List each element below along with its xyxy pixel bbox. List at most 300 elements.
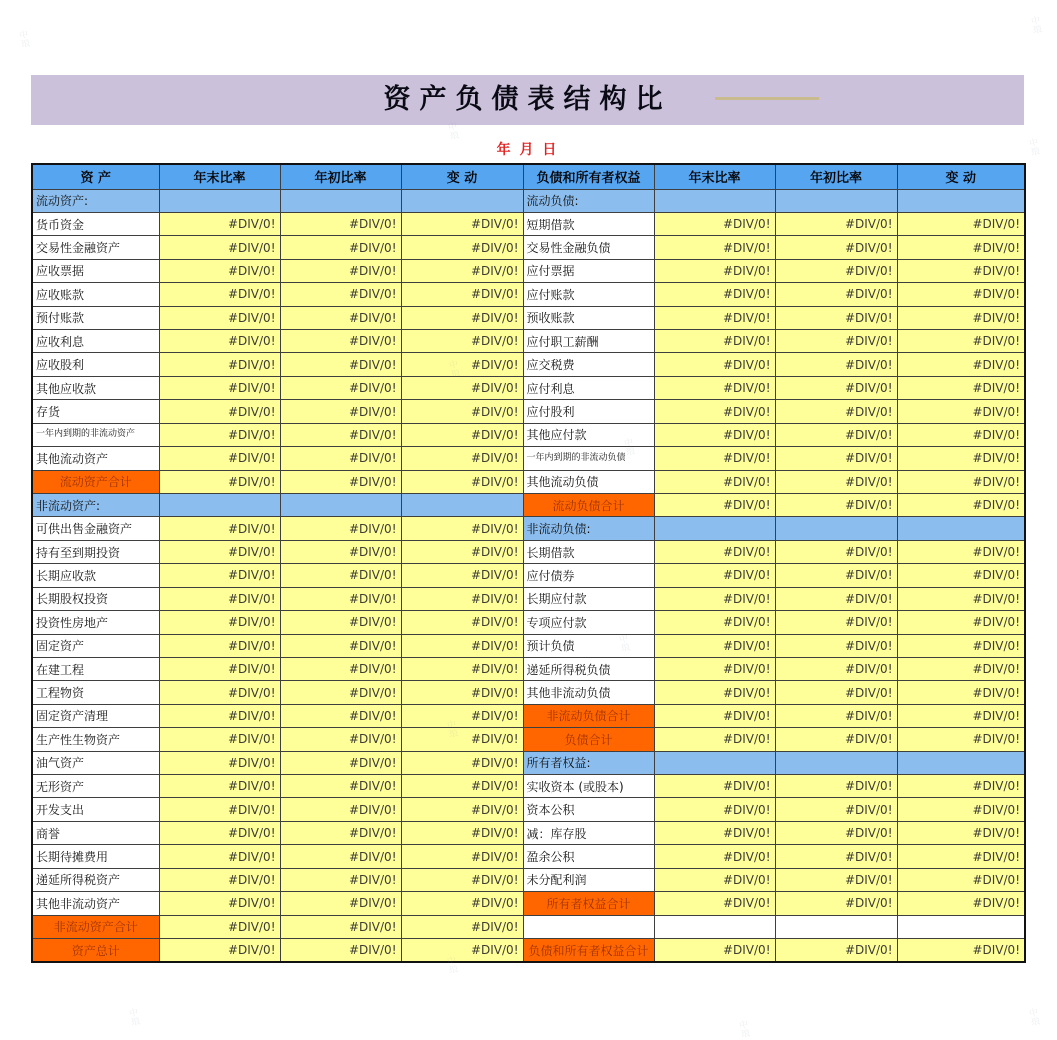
value-cell[interactable]: #DIV/0! [775, 634, 897, 657]
value-cell[interactable]: #DIV/0! [775, 447, 897, 470]
value-cell[interactable]: #DIV/0! [401, 939, 523, 963]
left-label-cell[interactable]: 油气资产 [32, 751, 159, 774]
value-cell[interactable]: #DIV/0! [401, 728, 523, 751]
value-cell[interactable]: #DIV/0! [159, 611, 280, 634]
value-cell[interactable]: #DIV/0! [897, 306, 1025, 329]
value-cell[interactable] [897, 751, 1025, 774]
value-cell[interactable] [654, 517, 775, 540]
left-label-cell[interactable]: 长期待摊费用 [32, 845, 159, 868]
value-cell[interactable]: #DIV/0! [897, 587, 1025, 610]
value-cell[interactable]: #DIV/0! [401, 845, 523, 868]
value-cell[interactable]: #DIV/0! [280, 868, 401, 891]
value-cell[interactable]: #DIV/0! [654, 634, 775, 657]
value-cell[interactable]: #DIV/0! [897, 470, 1025, 493]
value-cell[interactable]: #DIV/0! [401, 634, 523, 657]
right-label-cell[interactable] [523, 915, 654, 938]
value-cell[interactable] [654, 751, 775, 774]
left-label-cell[interactable]: 应收股利 [32, 353, 159, 376]
value-cell[interactable]: #DIV/0! [401, 423, 523, 446]
right-label-cell[interactable]: 资本公积 [523, 798, 654, 821]
value-cell[interactable]: #DIV/0! [654, 283, 775, 306]
right-label-cell[interactable]: 一年内到期的非流动负债 [523, 447, 654, 470]
value-cell[interactable]: #DIV/0! [159, 330, 280, 353]
watermark: 中琅 [444, 955, 458, 975]
value-cell[interactable]: #DIV/0! [280, 821, 401, 844]
value-cell[interactable]: #DIV/0! [280, 611, 401, 634]
col-year-end-ratio-left[interactable]: 年末比率 [159, 164, 280, 189]
value-cell[interactable]: #DIV/0! [897, 353, 1025, 376]
right-label-cell[interactable]: 流动负债: [523, 189, 654, 212]
value-cell[interactable]: #DIV/0! [401, 587, 523, 610]
left-label-cell[interactable]: 持有至到期投资 [32, 540, 159, 563]
value-cell[interactable]: #DIV/0! [654, 259, 775, 282]
left-label-cell[interactable]: 长期股权投资 [32, 587, 159, 610]
right-label-cell[interactable]: 应付票据 [523, 259, 654, 282]
value-cell[interactable]: #DIV/0! [280, 751, 401, 774]
value-cell[interactable]: #DIV/0! [897, 939, 1025, 963]
value-cell[interactable]: #DIV/0! [897, 634, 1025, 657]
value-cell[interactable]: #DIV/0! [775, 212, 897, 235]
right-label-cell[interactable]: 负债合计 [523, 728, 654, 751]
value-cell[interactable]: #DIV/0! [159, 447, 280, 470]
value-cell[interactable]: #DIV/0! [654, 611, 775, 634]
value-cell[interactable]: #DIV/0! [159, 376, 280, 399]
table-row [32, 447, 1025, 470]
left-label-cell[interactable]: 非流动资产合计 [32, 915, 159, 938]
value-cell[interactable]: #DIV/0! [159, 423, 280, 446]
value-cell[interactable]: #DIV/0! [897, 423, 1025, 446]
value-cell[interactable]: #DIV/0! [159, 868, 280, 891]
value-cell[interactable] [775, 189, 897, 212]
value-cell[interactable]: #DIV/0! [775, 376, 897, 399]
decor-line [715, 97, 819, 100]
col-change-left[interactable]: 变 动 [401, 164, 523, 189]
value-cell[interactable]: #DIV/0! [654, 728, 775, 751]
value-cell[interactable]: #DIV/0! [280, 892, 401, 915]
value-cell[interactable]: #DIV/0! [159, 236, 280, 259]
value-cell[interactable] [775, 915, 897, 938]
value-cell[interactable]: #DIV/0! [280, 283, 401, 306]
right-label-cell[interactable]: 预计负债 [523, 634, 654, 657]
value-cell[interactable] [897, 189, 1025, 212]
value-cell[interactable] [280, 189, 401, 212]
value-cell[interactable]: #DIV/0! [775, 587, 897, 610]
value-cell[interactable]: #DIV/0! [897, 212, 1025, 235]
value-cell[interactable]: #DIV/0! [159, 470, 280, 493]
value-cell[interactable]: #DIV/0! [775, 845, 897, 868]
col-year-end-ratio-right[interactable]: 年末比率 [654, 164, 775, 189]
right-label-cell[interactable]: 应付账款 [523, 283, 654, 306]
value-cell[interactable] [654, 915, 775, 938]
value-cell[interactable]: #DIV/0! [280, 259, 401, 282]
value-cell[interactable]: #DIV/0! [280, 330, 401, 353]
value-cell[interactable]: #DIV/0! [280, 423, 401, 446]
value-cell[interactable]: #DIV/0! [401, 775, 523, 798]
value-cell[interactable]: #DIV/0! [159, 400, 280, 423]
left-label-cell[interactable]: 其他非流动资产 [32, 892, 159, 915]
value-cell[interactable]: #DIV/0! [401, 517, 523, 540]
table-row [32, 657, 1025, 680]
table-row [32, 423, 1025, 446]
value-cell[interactable]: #DIV/0! [654, 845, 775, 868]
col-change-right[interactable]: 变 动 [897, 164, 1025, 189]
left-label-cell[interactable]: 交易性金融资产 [32, 236, 159, 259]
value-cell[interactable]: #DIV/0! [775, 423, 897, 446]
left-label-cell[interactable]: 开发支出 [32, 798, 159, 821]
value-cell[interactable]: #DIV/0! [654, 212, 775, 235]
value-cell[interactable]: #DIV/0! [775, 681, 897, 704]
value-cell[interactable]: #DIV/0! [401, 798, 523, 821]
value-cell[interactable]: #DIV/0! [897, 681, 1025, 704]
value-cell[interactable]: #DIV/0! [280, 775, 401, 798]
value-cell[interactable]: #DIV/0! [401, 283, 523, 306]
table-row [32, 751, 1025, 774]
left-label-cell[interactable]: 工程物资 [32, 681, 159, 704]
value-cell[interactable]: #DIV/0! [654, 821, 775, 844]
left-label-cell[interactable]: 货币资金 [32, 212, 159, 235]
left-label-cell[interactable]: 流动资产: [32, 189, 159, 212]
right-label-cell[interactable]: 所有者权益: [523, 751, 654, 774]
value-cell[interactable]: #DIV/0! [159, 728, 280, 751]
value-cell[interactable]: #DIV/0! [775, 330, 897, 353]
value-cell[interactable]: #DIV/0! [654, 564, 775, 587]
value-cell[interactable]: #DIV/0! [775, 798, 897, 821]
col-liabilities-equity[interactable]: 负债和所有者权益 [523, 164, 654, 189]
value-cell[interactable]: #DIV/0! [897, 657, 1025, 680]
value-cell[interactable]: #DIV/0! [401, 564, 523, 587]
table-row [32, 821, 1025, 844]
value-cell[interactable]: #DIV/0! [401, 306, 523, 329]
right-label-cell[interactable]: 长期应付款 [523, 587, 654, 610]
value-cell[interactable]: #DIV/0! [775, 564, 897, 587]
value-cell[interactable]: #DIV/0! [159, 892, 280, 915]
left-label-cell[interactable]: 可供出售金融资产 [32, 517, 159, 540]
right-label-cell[interactable]: 专项应付款 [523, 611, 654, 634]
value-cell[interactable]: #DIV/0! [280, 915, 401, 938]
value-cell[interactable]: #DIV/0! [775, 611, 897, 634]
value-cell[interactable]: #DIV/0! [775, 540, 897, 563]
table-row [32, 376, 1025, 399]
value-cell[interactable] [401, 493, 523, 516]
left-label-cell[interactable]: 固定资产清理 [32, 704, 159, 727]
value-cell[interactable]: #DIV/0! [280, 447, 401, 470]
left-label-cell[interactable]: 投资性房地产 [32, 611, 159, 634]
right-label-cell[interactable]: 其他非流动负债 [523, 681, 654, 704]
value-cell[interactable]: #DIV/0! [280, 517, 401, 540]
right-label-cell[interactable]: 应付债券 [523, 564, 654, 587]
value-cell[interactable]: #DIV/0! [775, 728, 897, 751]
left-label-cell[interactable]: 长期应收款 [32, 564, 159, 587]
value-cell[interactable] [401, 189, 523, 212]
table-row [32, 681, 1025, 704]
right-label-cell[interactable]: 非流动负债: [523, 517, 654, 540]
right-label-cell[interactable]: 应交税费 [523, 353, 654, 376]
value-cell[interactable]: #DIV/0! [401, 400, 523, 423]
value-cell[interactable] [897, 517, 1025, 540]
left-label-cell[interactable]: 应收账款 [32, 283, 159, 306]
value-cell[interactable]: #DIV/0! [654, 657, 775, 680]
value-cell[interactable]: #DIV/0! [159, 704, 280, 727]
value-cell[interactable]: #DIV/0! [280, 587, 401, 610]
value-cell[interactable]: #DIV/0! [775, 283, 897, 306]
table-row [32, 728, 1025, 751]
value-cell[interactable]: #DIV/0! [897, 376, 1025, 399]
value-cell[interactable]: #DIV/0! [654, 330, 775, 353]
value-cell[interactable]: #DIV/0! [280, 704, 401, 727]
value-cell[interactable]: #DIV/0! [159, 657, 280, 680]
right-label-cell[interactable]: 交易性金融负债 [523, 236, 654, 259]
value-cell[interactable]: #DIV/0! [280, 212, 401, 235]
value-cell[interactable]: #DIV/0! [775, 470, 897, 493]
right-label-cell[interactable]: 长期借款 [523, 540, 654, 563]
value-cell[interactable]: #DIV/0! [654, 423, 775, 446]
value-cell[interactable]: #DIV/0! [159, 259, 280, 282]
value-cell[interactable]: #DIV/0! [280, 939, 401, 963]
value-cell[interactable]: #DIV/0! [897, 259, 1025, 282]
value-cell[interactable]: #DIV/0! [897, 868, 1025, 891]
value-cell[interactable]: #DIV/0! [897, 283, 1025, 306]
value-cell[interactable]: #DIV/0! [280, 845, 401, 868]
col-year-start-ratio-left[interactable]: 年初比率 [280, 164, 401, 189]
value-cell[interactable]: #DIV/0! [654, 798, 775, 821]
value-cell[interactable]: #DIV/0! [897, 798, 1025, 821]
value-cell[interactable]: #DIV/0! [401, 751, 523, 774]
left-label-cell[interactable]: 应收利息 [32, 330, 159, 353]
value-cell[interactable]: #DIV/0! [401, 611, 523, 634]
value-cell[interactable]: #DIV/0! [159, 915, 280, 938]
value-cell[interactable]: #DIV/0! [280, 353, 401, 376]
value-cell[interactable]: #DIV/0! [897, 611, 1025, 634]
value-cell[interactable]: #DIV/0! [280, 540, 401, 563]
left-label-cell[interactable]: 应收票据 [32, 259, 159, 282]
value-cell[interactable]: #DIV/0! [159, 798, 280, 821]
value-cell[interactable]: #DIV/0! [280, 681, 401, 704]
value-cell[interactable]: #DIV/0! [401, 892, 523, 915]
header-row [32, 164, 1025, 189]
right-label-cell[interactable]: 应付职工薪酬 [523, 330, 654, 353]
col-year-start-ratio-right[interactable]: 年初比率 [775, 164, 897, 189]
watermark: 中琅 [16, 29, 30, 49]
value-cell[interactable]: #DIV/0! [897, 821, 1025, 844]
right-label-cell[interactable]: 预收账款 [523, 306, 654, 329]
value-cell[interactable]: #DIV/0! [654, 775, 775, 798]
value-cell[interactable]: #DIV/0! [654, 236, 775, 259]
left-label-cell[interactable]: 流动资产合计 [32, 470, 159, 493]
value-cell[interactable]: #DIV/0! [401, 236, 523, 259]
value-cell[interactable]: #DIV/0! [897, 728, 1025, 751]
table-row [32, 306, 1025, 329]
value-cell[interactable]: #DIV/0! [775, 657, 897, 680]
value-cell[interactable] [654, 189, 775, 212]
value-cell[interactable]: #DIV/0! [654, 400, 775, 423]
value-cell[interactable]: #DIV/0! [401, 447, 523, 470]
value-cell[interactable]: #DIV/0! [280, 470, 401, 493]
left-label-cell[interactable]: 递延所得税资产 [32, 868, 159, 891]
right-label-cell[interactable]: 实收资本 (或股本) [523, 775, 654, 798]
value-cell[interactable]: #DIV/0! [401, 681, 523, 704]
table-row [32, 283, 1025, 306]
value-cell[interactable]: #DIV/0! [280, 564, 401, 587]
table-row [32, 798, 1025, 821]
value-cell[interactable]: #DIV/0! [159, 540, 280, 563]
value-cell[interactable]: #DIV/0! [654, 939, 775, 963]
value-cell[interactable]: #DIV/0! [401, 868, 523, 891]
value-cell[interactable]: #DIV/0! [159, 283, 280, 306]
right-label-cell[interactable]: 流动负债合计 [523, 493, 654, 516]
value-cell[interactable]: #DIV/0! [401, 540, 523, 563]
right-label-cell[interactable]: 应付股利 [523, 400, 654, 423]
right-label-cell[interactable]: 递延所得税负债 [523, 657, 654, 680]
value-cell[interactable]: #DIV/0! [654, 540, 775, 563]
value-cell[interactable]: #DIV/0! [897, 775, 1025, 798]
value-cell[interactable]: #DIV/0! [159, 587, 280, 610]
left-label-cell[interactable]: 一年内到期的非流动资产 [32, 423, 159, 446]
value-cell[interactable]: #DIV/0! [159, 751, 280, 774]
value-cell[interactable]: #DIV/0! [401, 657, 523, 680]
value-cell[interactable]: #DIV/0! [159, 775, 280, 798]
left-label-cell[interactable]: 存货 [32, 400, 159, 423]
value-cell[interactable]: #DIV/0! [159, 939, 280, 963]
value-cell[interactable]: #DIV/0! [401, 821, 523, 844]
value-cell[interactable] [897, 915, 1025, 938]
value-cell[interactable]: #DIV/0! [401, 470, 523, 493]
right-label-cell[interactable]: 其他流动负债 [523, 470, 654, 493]
value-cell[interactable] [775, 751, 897, 774]
right-label-cell[interactable]: 其他应付款 [523, 423, 654, 446]
value-cell[interactable]: #DIV/0! [401, 353, 523, 376]
value-cell[interactable]: #DIV/0! [401, 915, 523, 938]
value-cell[interactable]: #DIV/0! [775, 821, 897, 844]
value-cell[interactable]: #DIV/0! [280, 657, 401, 680]
value-cell[interactable]: #DIV/0! [654, 681, 775, 704]
value-cell[interactable]: #DIV/0! [897, 236, 1025, 259]
table-row [32, 493, 1025, 516]
value-cell[interactable]: #DIV/0! [654, 704, 775, 727]
table-row [32, 212, 1025, 235]
left-label-cell[interactable]: 预付账款 [32, 306, 159, 329]
value-cell[interactable] [159, 189, 280, 212]
value-cell[interactable]: #DIV/0! [159, 212, 280, 235]
value-cell[interactable]: #DIV/0! [897, 892, 1025, 915]
value-cell[interactable]: #DIV/0! [775, 775, 897, 798]
value-cell[interactable]: #DIV/0! [159, 517, 280, 540]
table-row [32, 259, 1025, 282]
value-cell[interactable]: #DIV/0! [775, 353, 897, 376]
right-label-cell[interactable]: 非流动负债合计 [523, 704, 654, 727]
value-cell[interactable]: #DIV/0! [159, 821, 280, 844]
value-cell[interactable]: #DIV/0! [775, 400, 897, 423]
value-cell[interactable]: #DIV/0! [159, 564, 280, 587]
balance-table-body [32, 189, 1025, 962]
right-label-cell[interactable]: 负债和所有者权益合计 [523, 939, 654, 963]
value-cell[interactable] [159, 493, 280, 516]
value-cell[interactable]: #DIV/0! [654, 376, 775, 399]
value-cell[interactable]: #DIV/0! [280, 400, 401, 423]
value-cell[interactable]: #DIV/0! [775, 493, 897, 516]
value-cell[interactable]: #DIV/0! [280, 634, 401, 657]
table-row [32, 611, 1025, 634]
date-cell[interactable]: 年 月 日 [496, 142, 559, 158]
value-cell[interactable]: #DIV/0! [159, 353, 280, 376]
value-cell[interactable]: #DIV/0! [159, 306, 280, 329]
left-label-cell[interactable]: 非流动资产: [32, 493, 159, 516]
value-cell[interactable]: #DIV/0! [775, 259, 897, 282]
value-cell[interactable]: #DIV/0! [401, 259, 523, 282]
value-cell[interactable]: #DIV/0! [401, 704, 523, 727]
value-cell[interactable] [775, 517, 897, 540]
table-row [32, 915, 1025, 938]
value-cell[interactable]: #DIV/0! [897, 493, 1025, 516]
value-cell[interactable]: #DIV/0! [401, 212, 523, 235]
value-cell[interactable]: #DIV/0! [280, 376, 401, 399]
value-cell[interactable]: #DIV/0! [280, 236, 401, 259]
value-cell[interactable]: #DIV/0! [897, 845, 1025, 868]
value-cell[interactable]: #DIV/0! [775, 939, 897, 963]
table-row [32, 236, 1025, 259]
col-assets[interactable]: 资 产 [32, 164, 159, 189]
value-cell[interactable]: #DIV/0! [654, 447, 775, 470]
value-cell[interactable]: #DIV/0! [897, 330, 1025, 353]
value-cell[interactable]: #DIV/0! [897, 704, 1025, 727]
value-cell[interactable]: #DIV/0! [775, 892, 897, 915]
value-cell[interactable] [280, 493, 401, 516]
value-cell[interactable]: #DIV/0! [159, 845, 280, 868]
left-label-cell[interactable]: 其他应收款 [32, 376, 159, 399]
value-cell[interactable]: #DIV/0! [401, 376, 523, 399]
value-cell[interactable]: #DIV/0! [897, 564, 1025, 587]
left-label-cell[interactable]: 无形资产 [32, 775, 159, 798]
value-cell[interactable]: #DIV/0! [280, 306, 401, 329]
left-label-cell[interactable]: 资产总计 [32, 939, 159, 963]
value-cell[interactable]: #DIV/0! [159, 681, 280, 704]
value-cell[interactable]: #DIV/0! [775, 868, 897, 891]
left-label-cell[interactable]: 商誉 [32, 821, 159, 844]
value-cell[interactable]: #DIV/0! [654, 470, 775, 493]
value-cell[interactable]: #DIV/0! [401, 330, 523, 353]
left-label-cell[interactable]: 生产性生物资产 [32, 728, 159, 751]
value-cell[interactable]: #DIV/0! [775, 236, 897, 259]
value-cell[interactable]: #DIV/0! [897, 447, 1025, 470]
value-cell[interactable]: #DIV/0! [897, 540, 1025, 563]
value-cell[interactable]: #DIV/0! [897, 400, 1025, 423]
right-label-cell[interactable]: 未分配利润 [523, 868, 654, 891]
right-label-cell[interactable]: 减：库存股 [523, 821, 654, 844]
table-row [32, 634, 1025, 657]
value-cell[interactable]: #DIV/0! [280, 728, 401, 751]
value-cell[interactable]: #DIV/0! [654, 493, 775, 516]
value-cell[interactable]: #DIV/0! [654, 306, 775, 329]
value-cell[interactable]: #DIV/0! [654, 353, 775, 376]
watermark: 中琅 [1026, 137, 1040, 157]
right-label-cell[interactable]: 所有者权益合计 [523, 892, 654, 915]
right-label-cell[interactable]: 短期借款 [523, 212, 654, 235]
value-cell[interactable]: #DIV/0! [159, 634, 280, 657]
value-cell[interactable]: #DIV/0! [654, 868, 775, 891]
value-cell[interactable]: #DIV/0! [654, 587, 775, 610]
left-label-cell[interactable]: 在建工程 [32, 657, 159, 680]
value-cell[interactable]: #DIV/0! [775, 306, 897, 329]
left-label-cell[interactable]: 其他流动资产 [32, 447, 159, 470]
left-label-cell[interactable]: 固定资产 [32, 634, 159, 657]
value-cell[interactable]: #DIV/0! [280, 798, 401, 821]
right-label-cell[interactable]: 盈余公积 [523, 845, 654, 868]
table-row [32, 189, 1025, 212]
right-label-cell[interactable]: 应付利息 [523, 376, 654, 399]
value-cell[interactable]: #DIV/0! [775, 704, 897, 727]
table-row [32, 400, 1025, 423]
value-cell[interactable]: #DIV/0! [654, 892, 775, 915]
watermark: 中琅 [1028, 15, 1042, 35]
